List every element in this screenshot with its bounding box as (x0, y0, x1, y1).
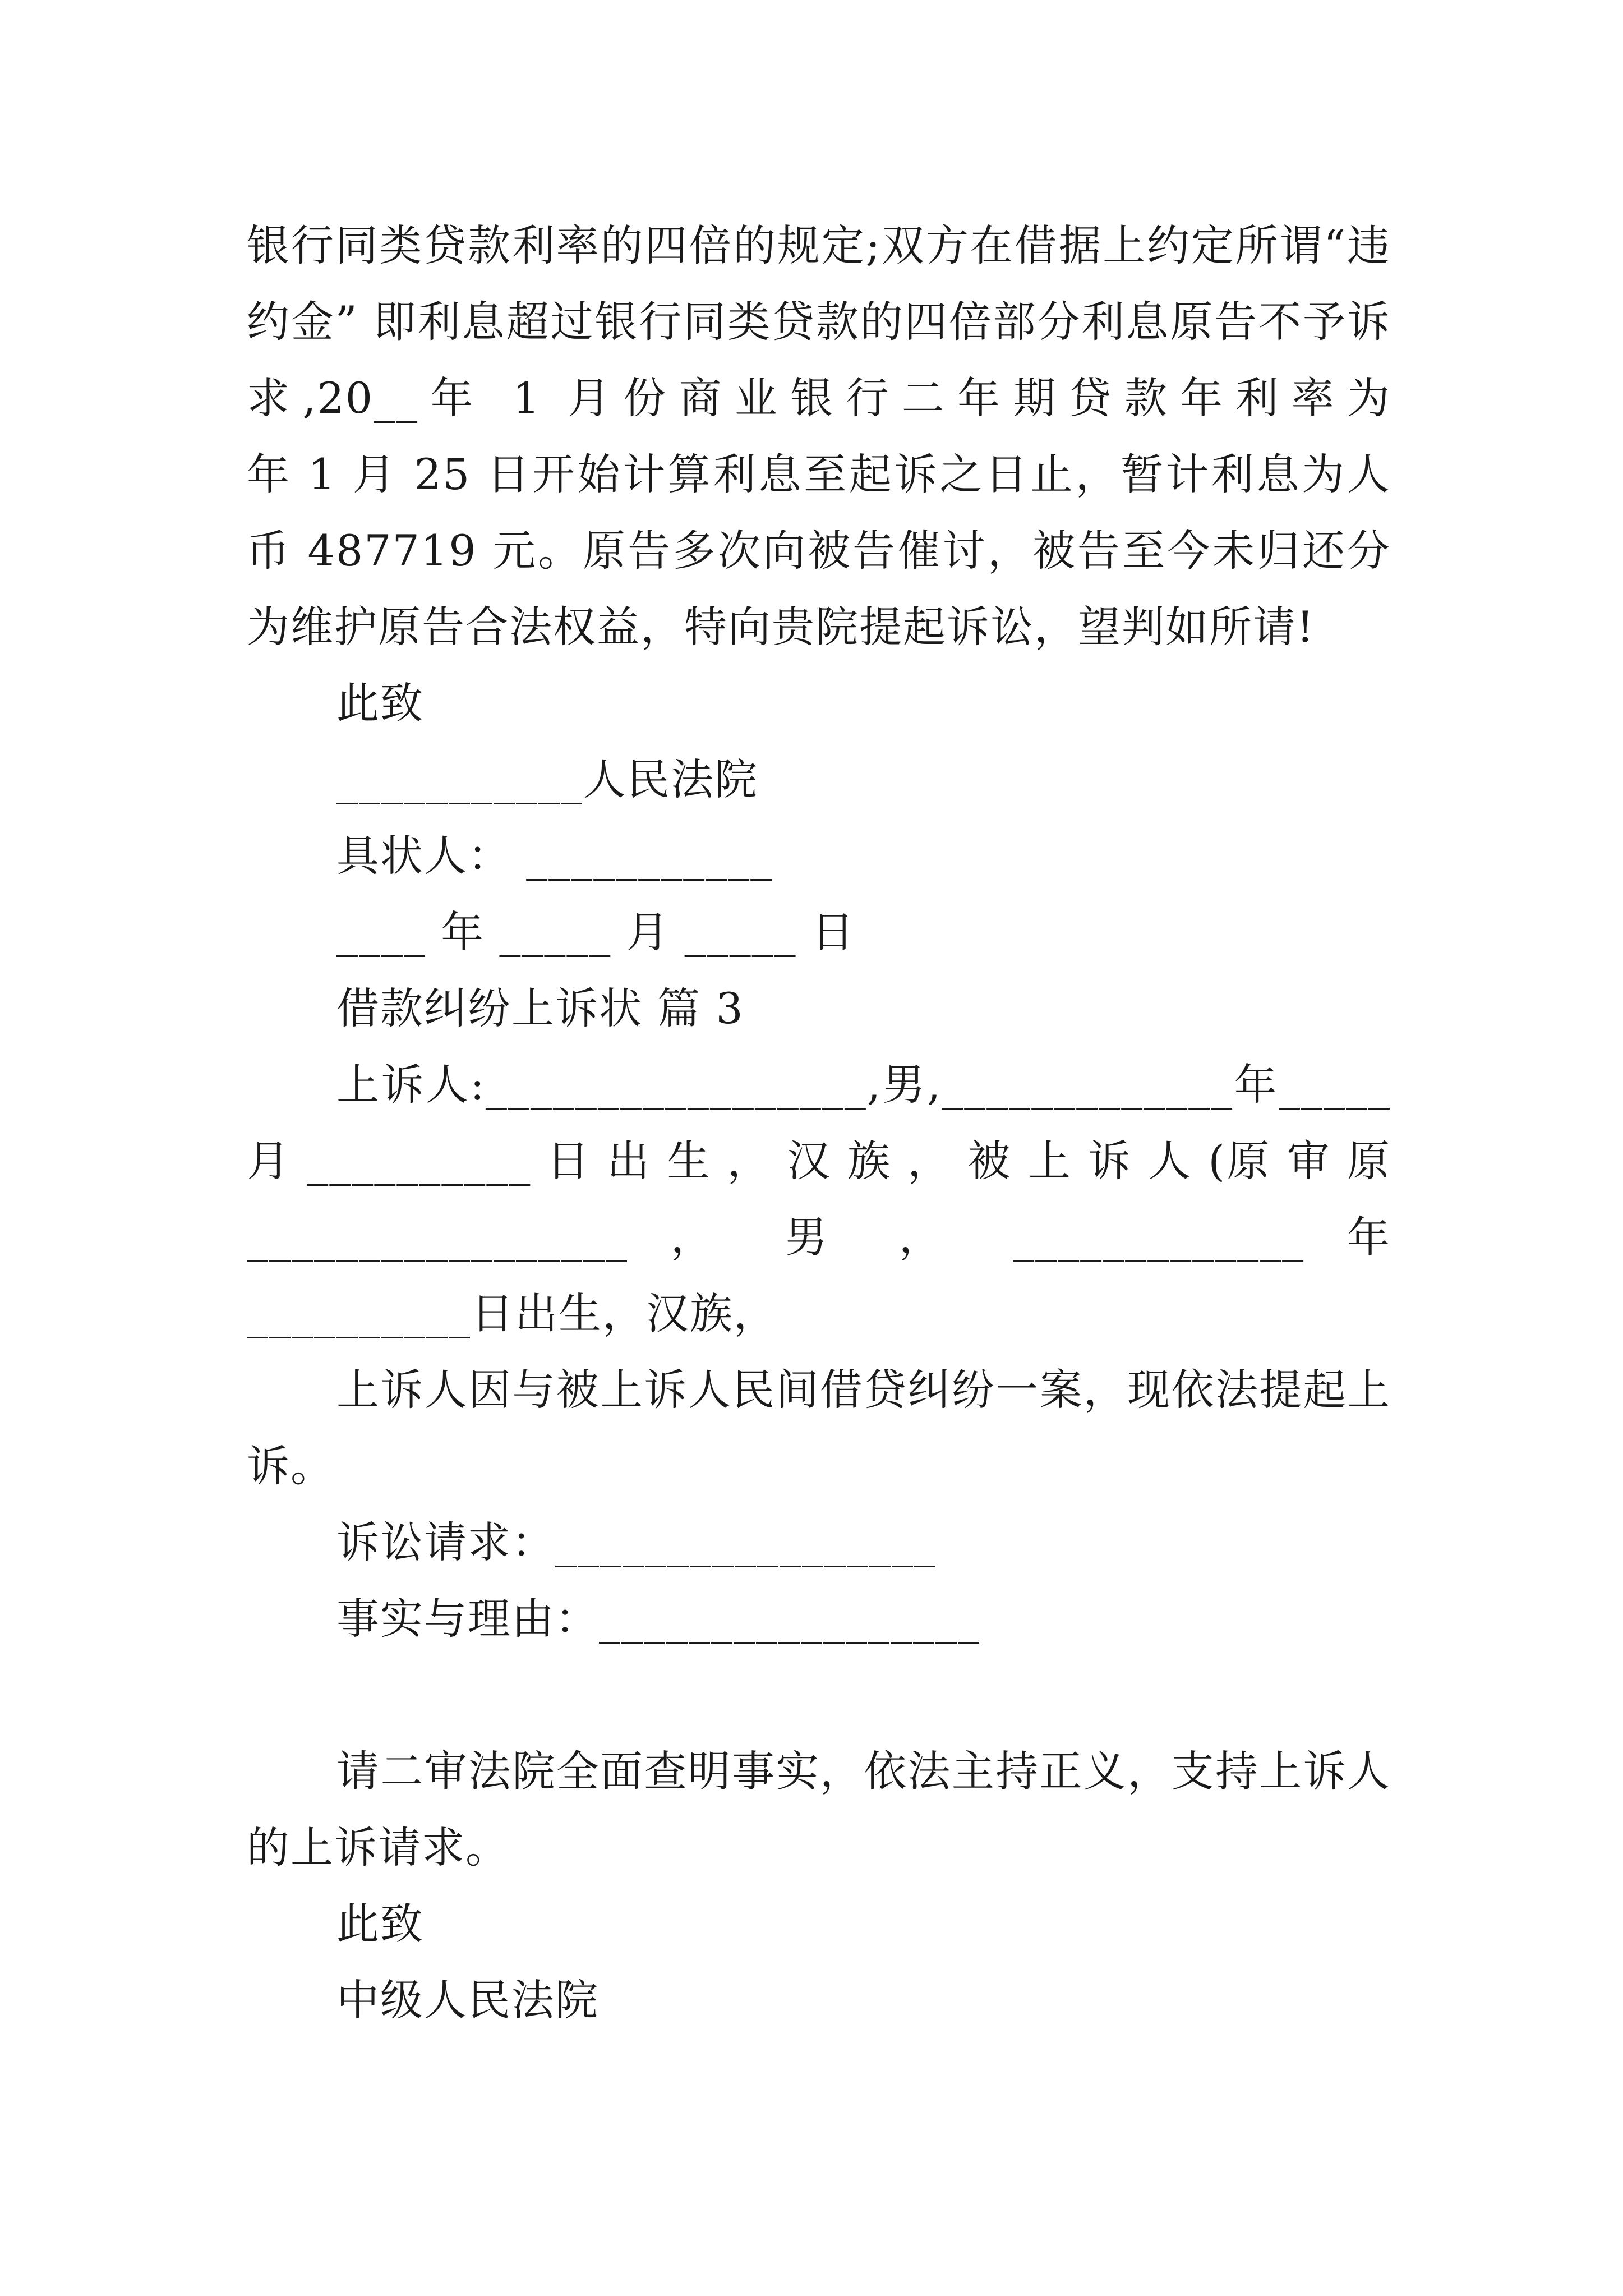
text-line: 为维护原告合法权益，特向贵院提起诉讼，望判如所请! (247, 602, 1315, 652)
section-title: 借款纠纷上诉状 篇 3 (336, 983, 744, 1033)
date-line: ____ 年 _____ 月 _____ 日 (336, 907, 855, 957)
text-line: 币 487719 元。原告多次向被告催讨，被告至今未归还分 (247, 526, 1391, 576)
text-line: 银行同类贷款利率的四倍的规定;双方在借据上约定所谓“违 (247, 220, 1391, 270)
text-line: 月 __________ 日 出 生 ， 汉 族 ， 被 上 诉 人 (原 审 原 (247, 1136, 1391, 1186)
text-line: 约金” 即利息超过银行同类贷款的四倍部分利息原告不予诉 (247, 297, 1391, 347)
text-line: _________________ ， 男 ， _____________ 年 (247, 1212, 1391, 1262)
text-line: 上诉人因与被上诉人民间借贷纠纷一案，现依法提起上 (336, 1365, 1391, 1415)
court-name-line: ___________人民法院 (336, 754, 758, 804)
text-line: 上诉人:_________________,男,_____________年_____ (336, 1060, 1391, 1110)
facts-line: 事实与理由：_________________ (336, 1594, 980, 1644)
text-line: __________日出生，汉族， (247, 1289, 777, 1338)
text-line: 请二审法院全面查明事实，依法主持正义，支持上诉人 (336, 1746, 1391, 1796)
claims-line: 诉讼请求：_________________ (336, 1517, 937, 1567)
text-line: 求,20__年 1 月份商业银行二年期贷款年利率为 (247, 373, 1391, 423)
text-line: 诉。 (247, 1441, 334, 1491)
court-name-line: 中级人民法院 (336, 1975, 599, 2025)
text-line: 年 1 月 25 日开始计算利息至起诉之日止，暂计利息为人 (247, 449, 1391, 499)
salutation: 此致 (336, 678, 424, 728)
petitioner-line: 具状人： ___________ (336, 831, 773, 881)
salutation: 此致 (336, 1899, 424, 1949)
text-line: 的上诉请求。 (247, 1823, 509, 1872)
